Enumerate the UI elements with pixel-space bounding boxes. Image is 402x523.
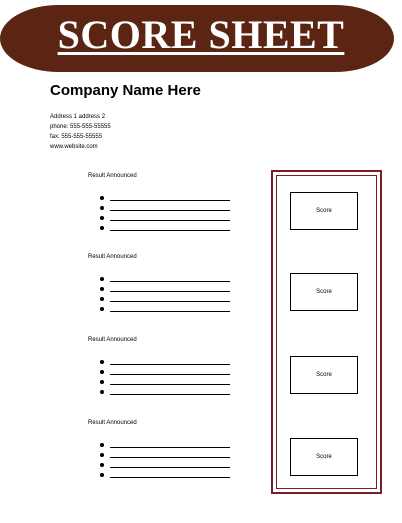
bullet-icon [100, 206, 104, 210]
bullet-icon [100, 380, 104, 384]
blank-line [110, 364, 230, 365]
result-line[interactable] [88, 377, 248, 387]
result-line[interactable] [88, 357, 248, 367]
result-line[interactable] [88, 294, 248, 304]
page-title: SCORE SHEET [57, 12, 345, 57]
company-contact-block [50, 112, 111, 152]
blank-line [110, 374, 230, 375]
result-line[interactable] [88, 284, 248, 294]
result-section-2 [88, 253, 248, 314]
address-line: Address 1 address 2 [50, 114, 106, 120]
result-line[interactable] [88, 213, 248, 223]
score-box-3[interactable]: Score [290, 356, 358, 394]
result-line[interactable] [88, 223, 248, 233]
score-box-2[interactable]: Score [290, 273, 358, 311]
result-line[interactable] [88, 450, 248, 460]
result-line[interactable] [88, 460, 248, 470]
blank-line [110, 291, 230, 292]
bullet-icon [100, 287, 104, 291]
bullet-icon [100, 196, 104, 200]
blank-line [110, 447, 230, 448]
blank-line [110, 220, 230, 221]
fax-line: fax: 555-555-55555 [50, 134, 103, 140]
result-line[interactable] [88, 470, 248, 480]
blank-line [110, 301, 230, 302]
result-lines [88, 357, 248, 397]
result-section-1 [88, 172, 248, 233]
blank-line [110, 384, 230, 385]
result-line[interactable] [88, 203, 248, 213]
bullet-icon [100, 473, 104, 477]
result-section-4 [88, 419, 248, 480]
result-announced-label: Result Announced [88, 173, 137, 179]
blank-line [110, 457, 230, 458]
bullet-icon [100, 463, 104, 467]
bullet-icon [100, 307, 104, 311]
bullet-icon [100, 453, 104, 457]
phone-line: phone: 555-555-55555 [50, 124, 111, 130]
result-section-3 [88, 336, 248, 397]
result-line[interactable] [88, 387, 248, 397]
blank-line [110, 394, 230, 395]
blank-line [110, 477, 230, 478]
result-lines [88, 440, 248, 480]
score-box-4[interactable]: Score [290, 438, 358, 476]
blank-line [110, 230, 230, 231]
bullet-icon [100, 370, 104, 374]
bullet-icon [100, 226, 104, 230]
result-announced-label: Result Announced [88, 337, 137, 343]
bullet-icon [100, 360, 104, 364]
blank-line [110, 311, 230, 312]
company-name: Company Name Here [50, 82, 201, 99]
result-line[interactable] [88, 367, 248, 377]
blank-line [110, 467, 230, 468]
website-line: www.website.com [50, 144, 98, 150]
result-lines [88, 274, 248, 314]
blank-line [110, 200, 230, 201]
result-line[interactable] [88, 274, 248, 284]
blank-line [110, 281, 230, 282]
blank-line [110, 210, 230, 211]
bullet-icon [100, 277, 104, 281]
result-lines [88, 193, 248, 233]
result-line[interactable] [88, 304, 248, 314]
bullet-icon [100, 443, 104, 447]
score-box-1[interactable]: Score [290, 192, 358, 230]
bullet-icon [100, 390, 104, 394]
result-line[interactable] [88, 193, 248, 203]
result-line[interactable] [88, 440, 248, 450]
bullet-icon [100, 297, 104, 301]
result-announced-label: Result Announced [88, 420, 137, 426]
result-announced-label: Result Announced [88, 254, 137, 260]
bullet-icon [100, 216, 104, 220]
